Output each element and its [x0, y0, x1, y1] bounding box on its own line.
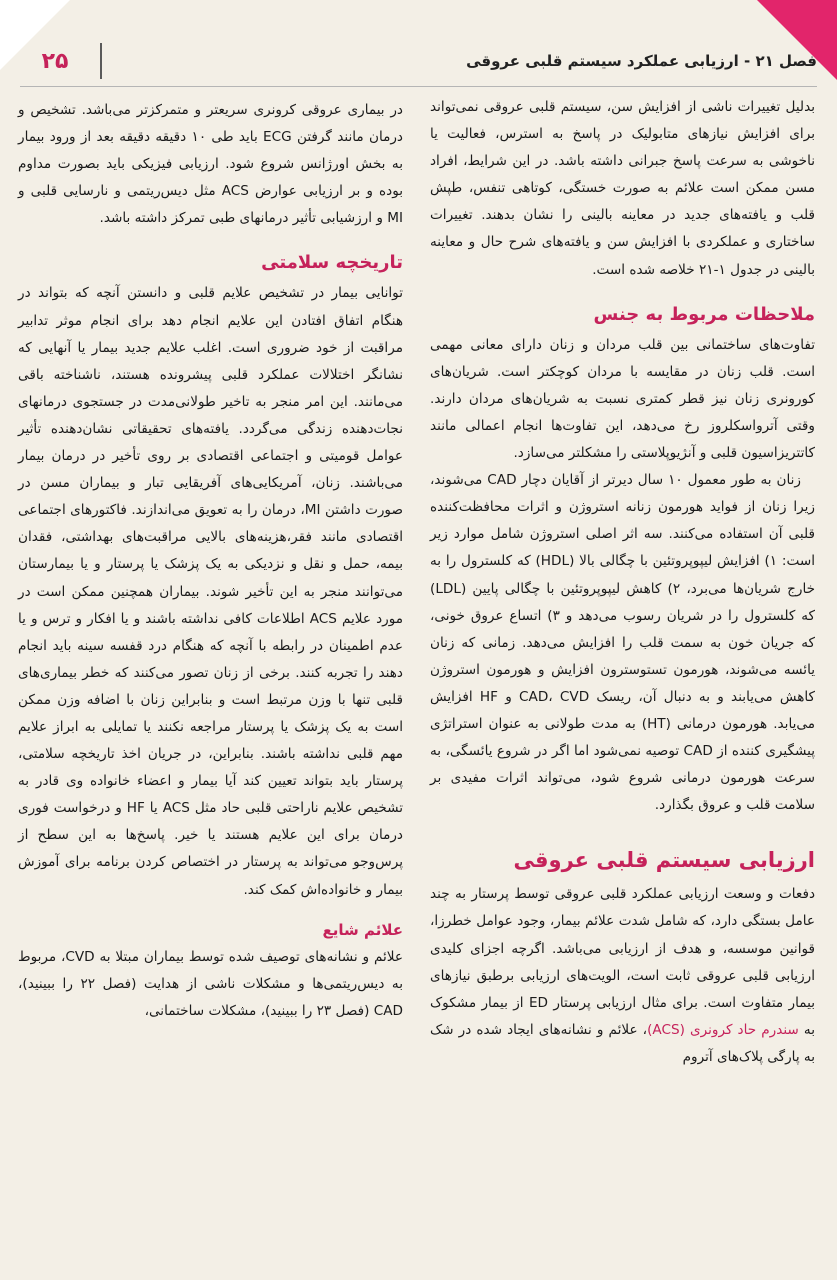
header-divider: [100, 43, 102, 79]
heading-cardiovascular-assessment: ارزیابی سیستم قلبی عروقی: [513, 848, 815, 873]
chapter-title: فصل ۲۱ - ارزیابی عملکرد سیستم قلبی عروقی: [466, 52, 817, 70]
paragraph-health-history: توانایی بیمار در تشخیص علایم قلبی و دانستن آنچه که بتواند در هنگام اتفاق افتادن این علایم انجام دهد برای انجام موثر تدابیر مراقبت از خود ضروری است. اغلب علایم جدید بیمار یا آنهایی که نشانگر اختلالات عملکرد قلبی پیشرونده هستند، ناشناخته باقی می‌مانند. این امر منجر به تاخیر طولانی‌مدت در جستجوی درمانهای نجات‌دهنده زندگی می‌گردد. یافته‌های تحقیقاتی نشان‌دهنده تأثیر عوامل قومیتی و اجتماعی اقتصادی بر روی تأخیر در درمان بیمار می‌باشند. زنان، آمریکایی‌های آفریقایی تبار و بیماران مسن در صورت داشتن MI، درمان را به تعویق می‌اندازند. فاکتورهای اجتماعی اقتصادی مانند فقر،هزینه‌های بالایی مراقبت‌های بهداشتی، فقدان بیمه، حمل و نقل و نزدیکی به یک پزشک یا پرستار و یا بیمارستان می‌توانند منجر به این تأخیر شوند. بیماران همچنین ممکن است در مورد علایم ACS اطلاعات کافی نداشته باشند و یا افکار و ترس و یا عدم اطمینان در رابطه با آنچه که هنگام درد قفسه سینه باید انجام دهند را تجربه کنند. برخی از زنان تصور می‌کنند که خطر بیماری‌های قلبی تنها با وزن مرتبط است و بنابراین زنان با اضافه وزن ممکن است به یک پزشک یا پرستار مراجعه نکنند یا تمایلی به ابراز علایم مهم قلبی نداشته باشند. بنابراین، در جریان اخذ تاریخچه سلامتی، پرستار باید بتواند تعیین کند آیا بیمار و اعضاء خانواده وی قادر به تشخیص علایم ناراحتی قلبی حاد مثل ACS یا HF و درخواست فوری درمان برای این علایم هستند یا خیر. پاسخ‌ها به این سطح از پرس‌وجو می‌تواند به پرستار در اختصاص کردن برنامه برای آموزش بیمار و خانواده‌اش کمک کند.: [18, 285, 404, 898]
page-header: [20, 38, 817, 84]
heading-gender-considerations: ملاحظات مربوط به جنس: [593, 303, 815, 325]
paragraph-assessment: [430, 881, 815, 1071]
acs-highlight: سندرم حاد کرونری (ACS): [647, 1021, 799, 1038]
assessment-text-end: ، علائم و نشانه‌های ایجاد شده در شک به پارگی پلاک‌های آتروم: [430, 1021, 815, 1065]
paragraph-common-symptoms: علائم و نشانه‌های توصیف شده توسط بیماران مبتلا به CVD، مربوط به دیس‌ریتمی‌ها و مشکلات ناشی از هدایت (فصل ۲۲ را ببینید)، CAD (فصل ۲۳ را ببینید)، مشکلات ساختمانی،: [18, 948, 403, 1019]
paragraph-aging: بدلیل تغییرات ناشی از افزایش سن، سیستم قلبی عروقی نمی‌تواند برای افزایش نیازهای متابولیک در پاسخ به استرس، فعالیت یا ناخوشی به سرعت پاسخ جبرانی داشته باشد. در این شرایط، افراد مسن ممکن است علائم به صورت خستگی، کوتاهی تنفس، طپش قلب و یافته‌های جدید در معاینه بالینی را نشان بدهند. تغییرات ساختاری و عملکردی با افزایش سن و یافته‌های شرح حال و معاینه بالینی در جدول ۱-۲۱ خلاصه شده است.: [430, 99, 815, 278]
heading-health-history: تاریخچه سلامتی: [261, 252, 403, 274]
heading-common-symptoms: علائم شایع: [322, 920, 403, 939]
paragraph-estrogen: زنان به طور معمول ۱۰ سال دیرتر از آقایان دچار CAD می‌شوند، زیرا زنان از فواید هورمون زنانه استروژن و اثرات محافظت‌کننده قلبی آن استفاده می‌کنند. سه اثر اصلی استروژن شامل موارد زیر است: ۱) افزایش لیپوپروتئین با چگالی بالا (HDL) که کلسترول را به خارج شریان‌ها می‌برد، ۲) کاهش لیپوپروتئین با چگالی پایین (LDL) که کلسترول را در شریان رسوب می‌دهد و ۳) اتساع عروق خونی، که جریان خون به سمت قلب را افزایش می‌دهد. زمانی که زنان یائسه می‌شوند، هورمون تستوسترون افزایش و هورمون استروژن کاهش می‌یابند و به دنبال آن، ریسک CAD، CVD و HF افزایش می‌یابد. هورمون درمانی (HT) به مدت طولانی به عنوان استراتژی پیشگیری کننده از CAD توصیه نمی‌شود اما اگر در شروع یائسگی، به سرعت هورمون درمانی شروع شود، می‌تواند اثرات مفیدی بر سلامت قلب و عروق بگذارد.: [430, 472, 816, 814]
paragraph-ecg-timing: در بیماری عروقی کرونری سریعتر و متمرکزتر می‌باشد. تشخیص و درمان مانند گرفتن ECG باید طی ۱۰ دقیقه دقیقه بعد از ورود بیمار به بخش اورژانس شروع شود. ارزیابی فیزیکی باید بصورت مداوم بوده و بر ارزیابی عوارض ACS مثل دیس‌ریتمی و نارسایی قلبی و MI و ارزشیابی تأثیر درمانهای طبی تمرکز داشته باشد.: [18, 102, 404, 227]
right-column: [430, 94, 815, 1071]
assessment-text-start: دفعات و وسعت ارزیابی عملکرد قلبی عروقی توسط پرستار به چند عامل بستگی دارد، که شامل شدت علائم بیمار، وجود عوامل خطرزا، قوانین موسسه، و هدف از ارزیابی می‌باشد. اگرچه اجزای کلیدی ارزیابی قلبی عروقی ثابت است، الویت‌های ارزیابی برطبق نیازهای بیمار متفاوت است. برای مثال ارزیابی پرستار ED از بیمار مشکوک به: [430, 886, 815, 1038]
page-number: ۲۵: [41, 48, 69, 74]
header-rule: [20, 86, 817, 87]
left-column: [18, 97, 403, 1025]
paragraph-gender-structure: تفاوت‌های ساختمانی بین قلب مردان و زنان دارای معانی مهمی است. قلب زنان در مقایسه با مردان کوچکتر است. شریان‌های کورونری زنان نیز قطر کمتری نسبت به شریان‌های مردان دارند. وقتی آترواسکلروز رخ می‌دهد، این تفاوت‌ها انجام اعمالی مانند کاتتریزاسیون قلبی و آنژیوپلاستی را مشکلتر می‌سازد.: [430, 336, 815, 462]
